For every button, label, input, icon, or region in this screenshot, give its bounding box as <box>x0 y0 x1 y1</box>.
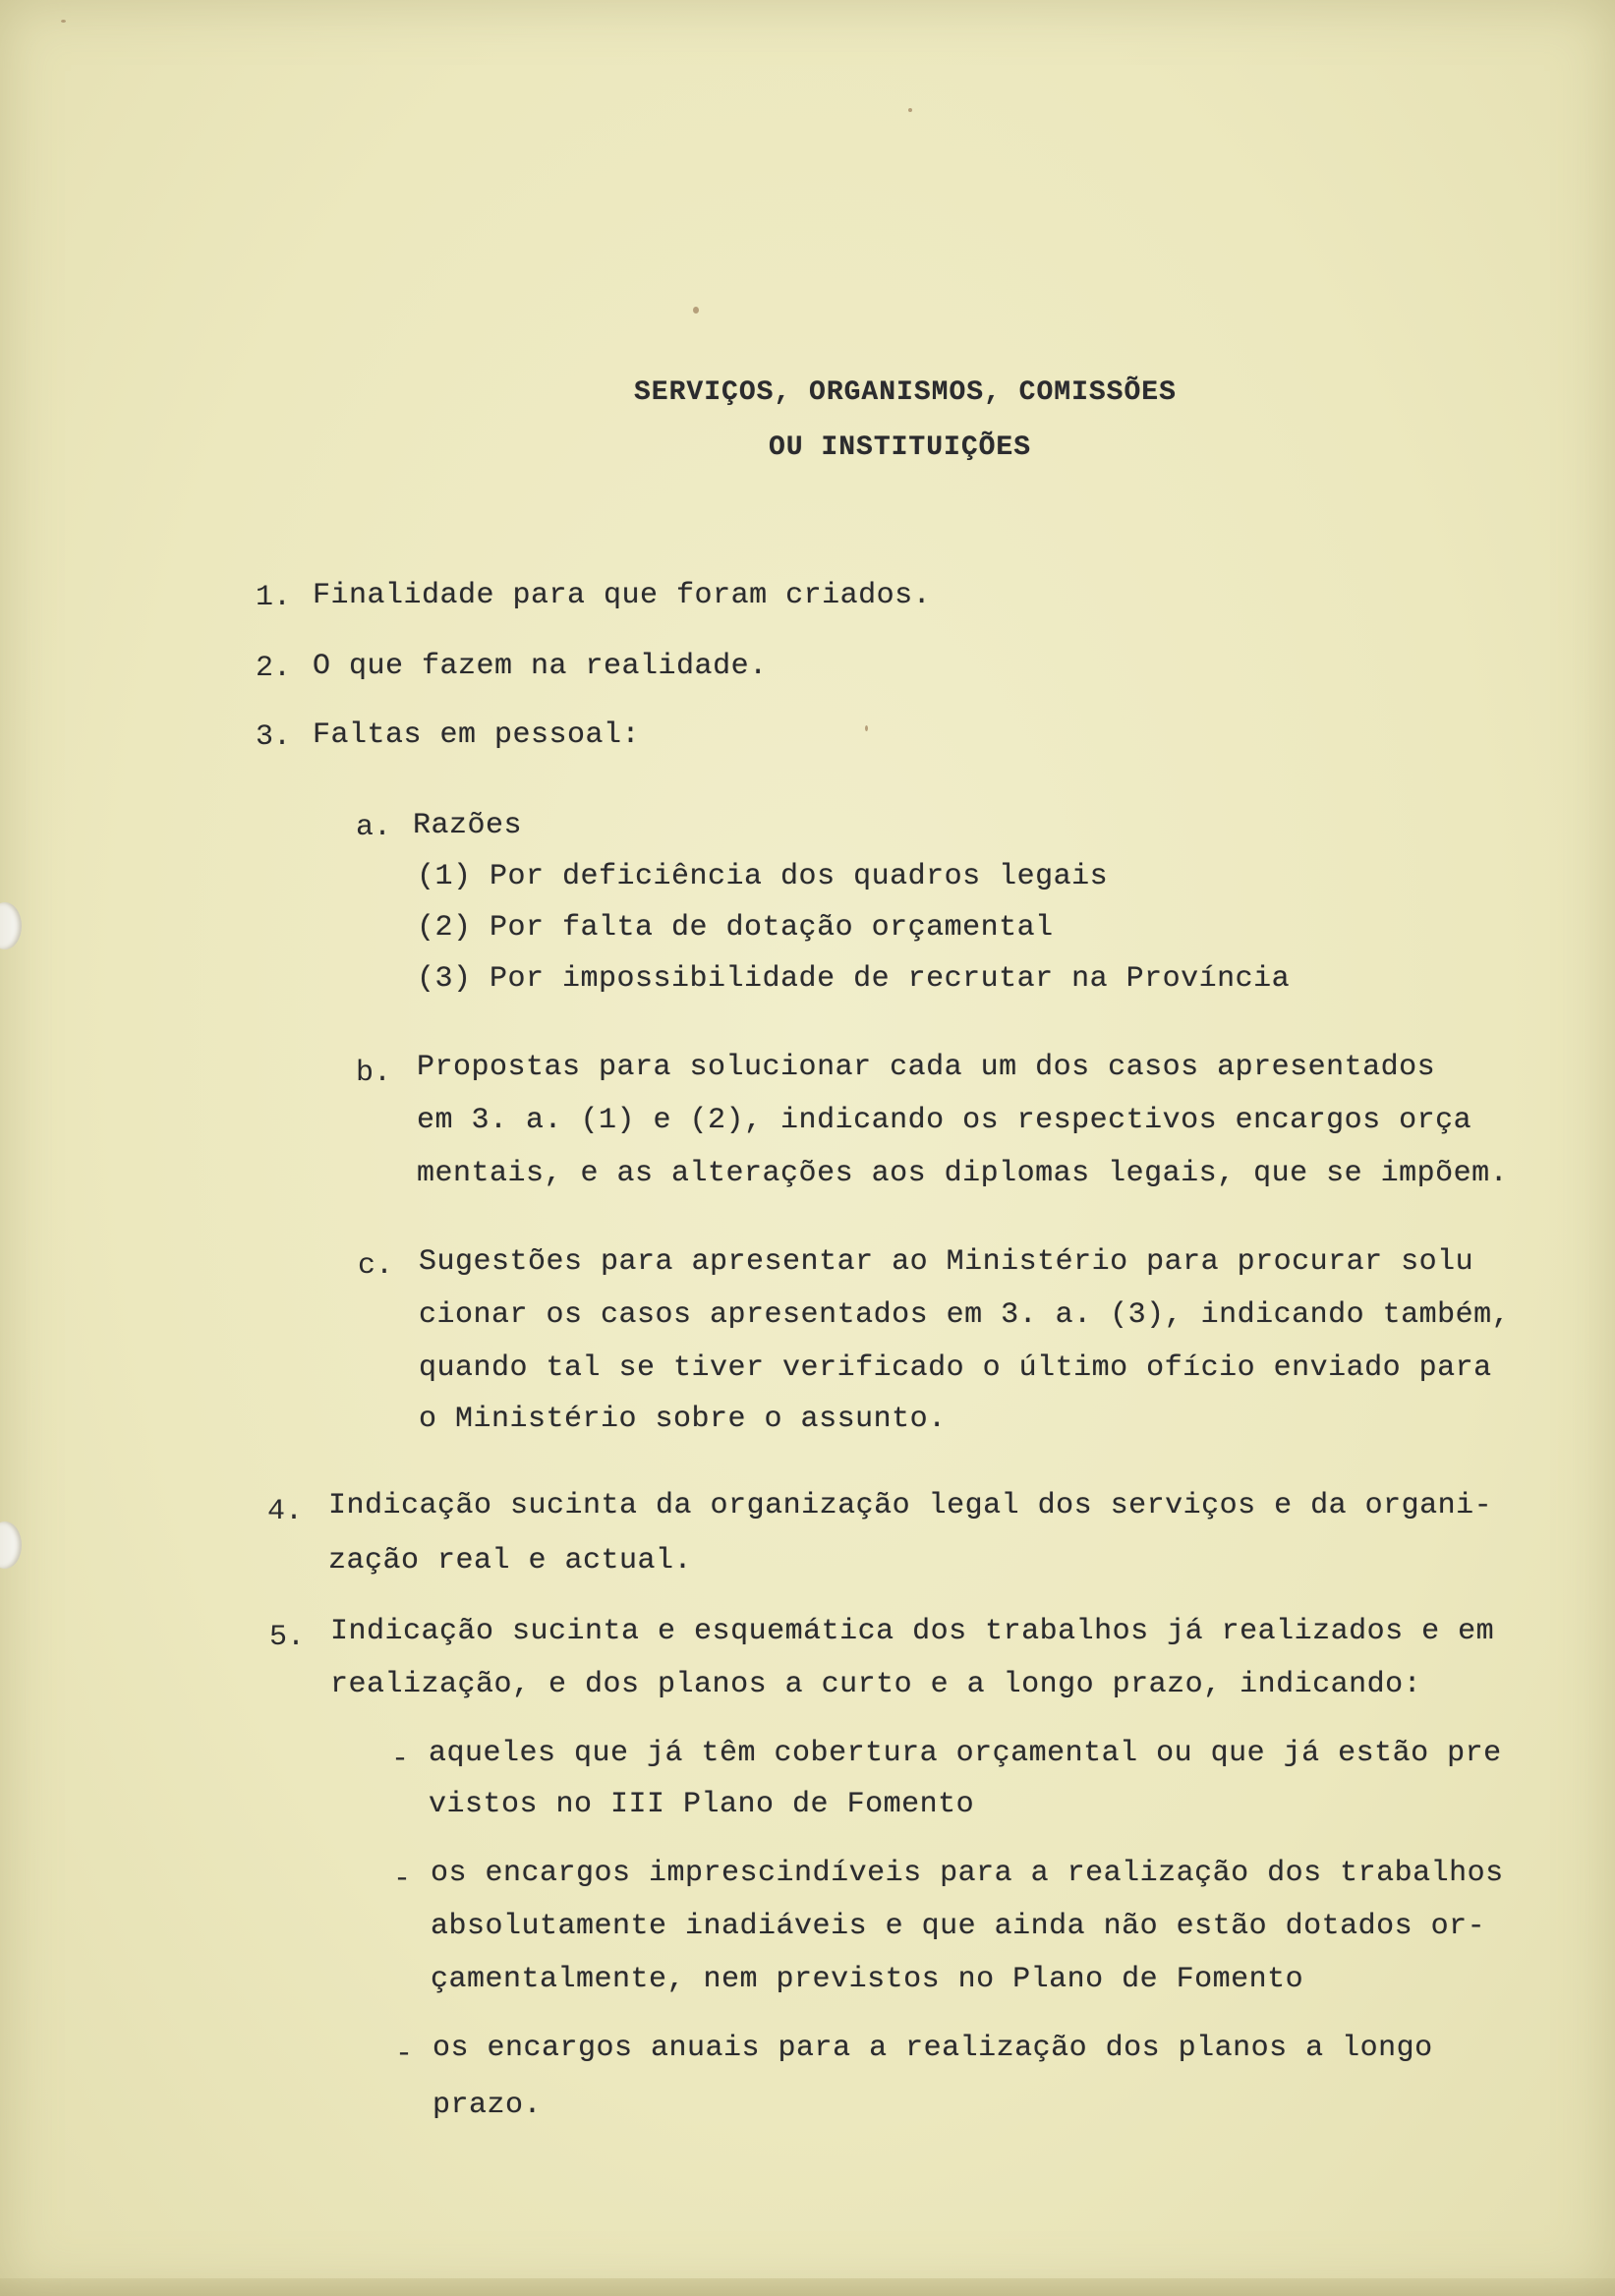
bullet-3-dash: - <box>395 2038 414 2071</box>
item-4-line-2: zação real e actual. <box>328 1544 693 1578</box>
item-1-text: Finalidade para que foram criados. <box>313 579 932 612</box>
item-3a-reason-3: (3) Por impossibilidade de recrutar na Província <box>417 962 1291 996</box>
bullet-1-line-2: vistos no III Plano de Fomento <box>429 1788 975 1821</box>
paper-speck <box>693 307 699 314</box>
bullet-2-line-3: çamentalmente, nem previstos no Plano de Fomento <box>431 1963 1304 1996</box>
paper-speck <box>61 20 66 23</box>
document-title-line-1: SERVIÇOS, ORGANISMOS, COMISSÕES <box>634 377 1177 408</box>
bullet-2-dash: - <box>393 1863 412 1896</box>
item-3c-label: c. <box>358 1249 394 1283</box>
item-3c-line-1: Sugestões para apresentar ao Ministério para procurar solu <box>419 1245 1474 1279</box>
item-3b-line-2: em 3. a. (1) e (2), indicando os respectivos encargos orça <box>417 1104 1472 1137</box>
item-1-number: 1. <box>256 581 292 614</box>
paper-speck <box>908 108 912 112</box>
item-5-number: 5. <box>269 1621 306 1654</box>
document-title-line-2: OU INSTITUIÇÕES <box>769 432 1032 463</box>
bullet-3-line-1: os encargos anuais para a realização dos planos a longo <box>433 2032 1433 2065</box>
item-3a-reason-1: (1) Por deficiência dos quadros legais <box>417 860 1109 893</box>
item-2-number: 2. <box>256 652 292 685</box>
item-3-number: 3. <box>256 720 292 754</box>
item-2-text: O que fazem na realidade. <box>313 650 768 683</box>
item-3a-reason-2: (2) Por falta de dotação orçamental <box>417 911 1054 945</box>
item-3b-line-3: mentais, e as alterações aos diplomas legais, que se impõem. <box>417 1157 1509 1190</box>
bullet-1-dash: - <box>391 1743 410 1776</box>
item-3b-label: b. <box>356 1057 392 1090</box>
item-5-line-1: Indicação sucinta e esquemática dos trabalhos já realizados e em <box>330 1615 1495 1648</box>
bullet-2-line-1: os encargos imprescindíveis para a realização dos trabalhos <box>431 1857 1504 1890</box>
bullet-1-line-1: aqueles que já têm cobertura orçamental ou que já estão pre <box>429 1737 1502 1770</box>
punch-hole-bottom <box>0 1521 22 1569</box>
punch-hole-top <box>0 902 22 949</box>
item-4-line-1: Indicação sucinta da organização legal dos serviços e da organi- <box>328 1489 1493 1522</box>
item-3a-text: Razões <box>413 809 523 842</box>
item-5-line-2: realização, e dos planos a curto e a longo prazo, indicando: <box>330 1668 1422 1701</box>
paper-speck <box>865 725 868 731</box>
item-3-text: Faltas em pessoal: <box>313 718 641 752</box>
paper-bottom-edge <box>0 2278 1615 2296</box>
item-3c-line-4: o Ministério sobre o assunto. <box>419 1403 947 1436</box>
item-3c-line-2: cionar os casos apresentados em 3. a. (3), indicando também, <box>419 1298 1511 1332</box>
item-3a-label: a. <box>356 811 392 844</box>
item-4-number: 4. <box>267 1495 304 1528</box>
item-3b-line-1: Propostas para solucionar cada um dos casos apresentados <box>417 1051 1436 1084</box>
bullet-2-line-2: absolutamente inadiáveis e que ainda não estão dotados or- <box>431 1910 1486 1943</box>
bullet-3-line-2: prazo. <box>433 2089 543 2122</box>
item-3c-line-3: quando tal se tiver verificado o último ofício enviado para <box>419 1351 1492 1385</box>
